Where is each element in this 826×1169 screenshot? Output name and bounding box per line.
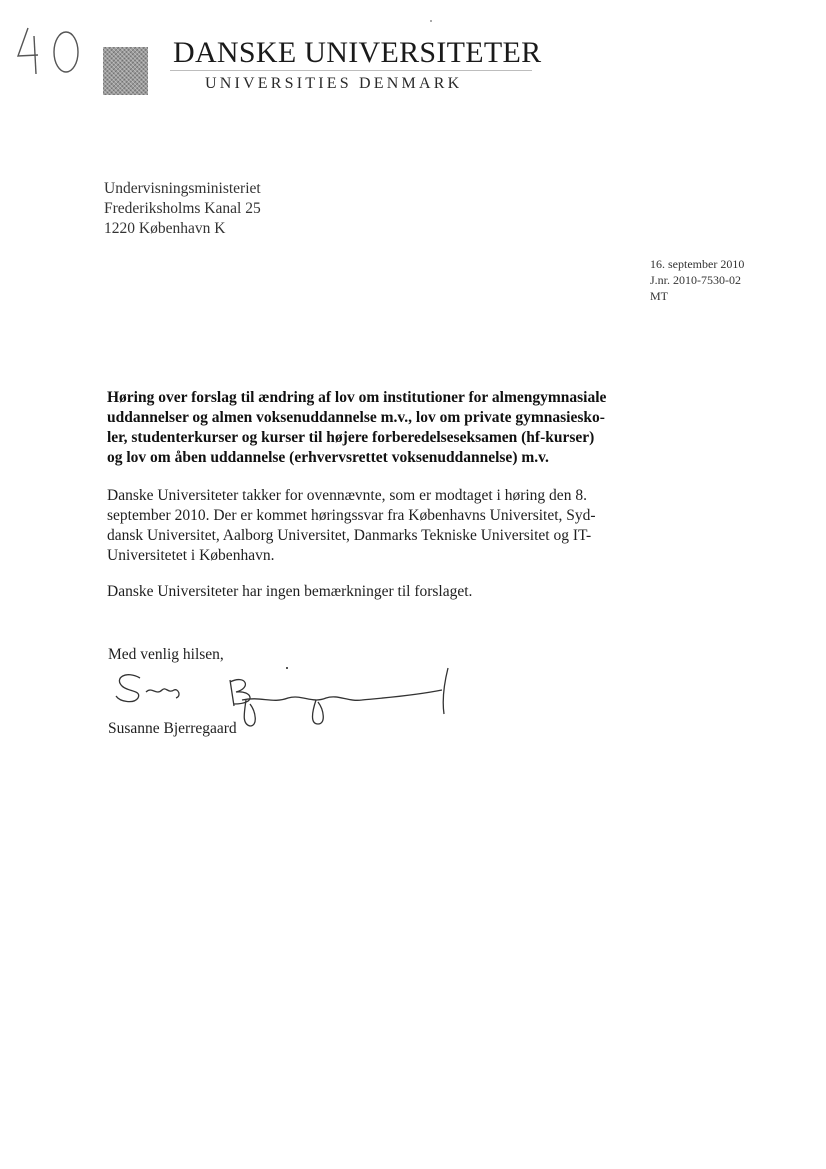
letter-subject (107, 388, 647, 468)
recipient-address (104, 179, 261, 239)
recipient-line: 1220 København K (104, 220, 226, 237)
scan-speck (430, 20, 432, 22)
letter-date: 16. september 2010 (650, 257, 745, 271)
letter-meta (650, 256, 744, 304)
body-line: september 2010. Der er kommet høringssvar fra Københavns Universitet, Syd- (107, 507, 596, 524)
closing-salutation: Med venlig hilsen, (108, 646, 224, 663)
author-initials: MT (650, 289, 668, 303)
letterhead-name: DANSKE UNIVERSITETER (173, 36, 542, 69)
body-line: Danske Universiteter takker for ovennævnte, som er modtaget i høring den 8. (107, 487, 587, 504)
subject-line: uddannelser og almen voksenuddannelse m.v., lov om private gymnasiesko- (107, 409, 605, 426)
journal-number: J.nr. 2010-7530-02 (650, 273, 741, 287)
body-line: Universitetet i København. (107, 547, 275, 564)
letterhead-subtitle: UNIVERSITIES DENMARK (205, 75, 463, 92)
letterhead-rule (170, 70, 532, 71)
recipient-line: Frederiksholms Kanal 25 (104, 200, 261, 217)
subject-line: Høring over forslag til ændring af lov om institutioner for almengymnasiale (107, 389, 607, 406)
signer-name: Susanne Bjerregaard (108, 720, 237, 737)
subject-line: og lov om åben uddannelse (erhvervsrettet voksenuddannelse) m.v. (107, 449, 549, 466)
body-line: dansk Universitet, Aalborg Universitet, Danmarks Tekniske Universitet og IT- (107, 527, 592, 544)
recipient-line: Undervisningsministeriet (104, 180, 261, 197)
subject-line: ler, studenterkurser og kurser til højere forberedelseseksamen (hf-kurser) (107, 429, 595, 446)
body-paragraph-1 (107, 486, 596, 566)
handwritten-page-number (14, 22, 84, 78)
body-line: Danske Universiteter har ingen bemærkninger til forslaget. (107, 583, 473, 600)
body-paragraph-2 (107, 582, 472, 602)
logo-mark (103, 47, 148, 95)
